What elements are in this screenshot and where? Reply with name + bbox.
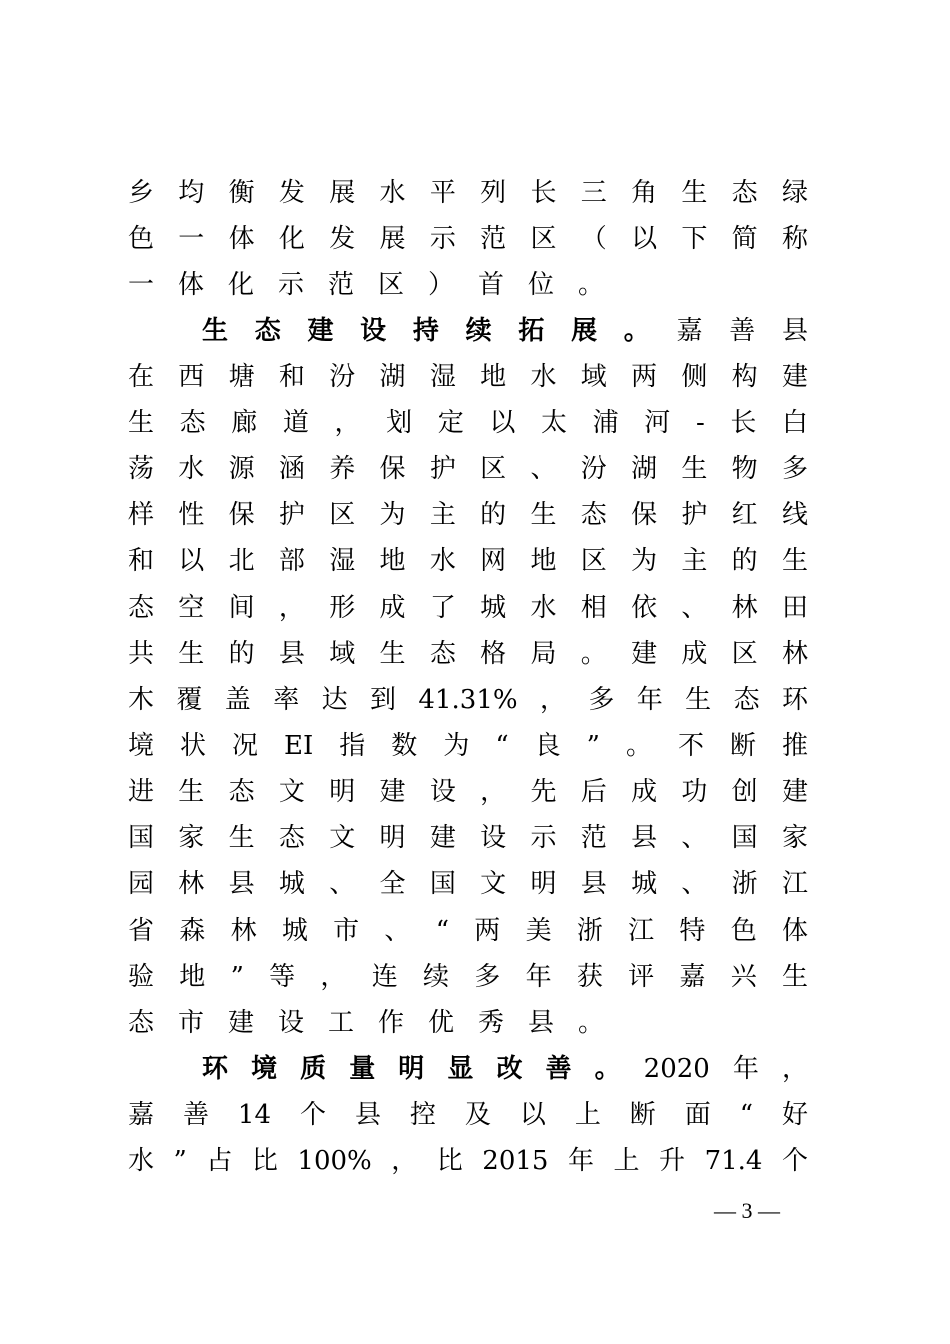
text-line: 国家生态文明建设示范县、国家	[128, 823, 808, 853]
paragraph-first-line	[202, 1049, 808, 1089]
text-line: 色一体化发展示范区（以下简称	[128, 224, 808, 254]
text-line: 园林县城、全国文明县城、浙江	[128, 869, 808, 899]
text-line: 态市建设工作优秀县。	[128, 1008, 629, 1038]
text-line: 境状况EI指数为“良”。不断推	[128, 731, 808, 761]
text-line: 样性保护区为主的生态保护红线	[128, 500, 808, 530]
section-heading: 生态建设持续拓展。	[202, 316, 677, 346]
section-heading: 环境质量明显改善。	[202, 1054, 644, 1084]
text-line: 和以北部湿地水网地区为主的生	[128, 546, 808, 576]
text-line: 木覆盖率达到41.31%，多年生态环	[128, 685, 808, 715]
paragraph-first-line	[202, 311, 808, 351]
text-line: 一体化示范区）首位。	[128, 270, 629, 300]
text-run: 2020年，	[643, 1054, 808, 1084]
text-line: 在西塘和汾湖湿地水域两侧构建	[128, 362, 808, 392]
text-line: 省森林城市、“两美浙江特色体	[128, 916, 808, 946]
text-line: 共生的县域生态格局。建成区林	[128, 639, 808, 669]
page-number: — 3 —	[714, 1198, 780, 1223]
text-line: 进生态文明建设，先后成功创建	[128, 777, 808, 807]
text-line: 荡水源涵养保护区、汾湖生物多	[128, 454, 808, 484]
text-line: 乡均衡发展水平列长三角生态绿	[128, 178, 808, 208]
text-line: 生态廊道，划定以太浦河-长白	[128, 408, 808, 438]
text-line: 验地”等，连续多年获评嘉兴生	[128, 962, 808, 992]
text-line: 水”占比100%，比2015年上升71.4个	[128, 1146, 808, 1176]
text-line: 嘉善14个县控及以上断面“好	[128, 1100, 808, 1130]
text-line: 态空间，形成了城水相依、林田	[128, 593, 808, 623]
text-run: 嘉善县	[676, 316, 808, 346]
